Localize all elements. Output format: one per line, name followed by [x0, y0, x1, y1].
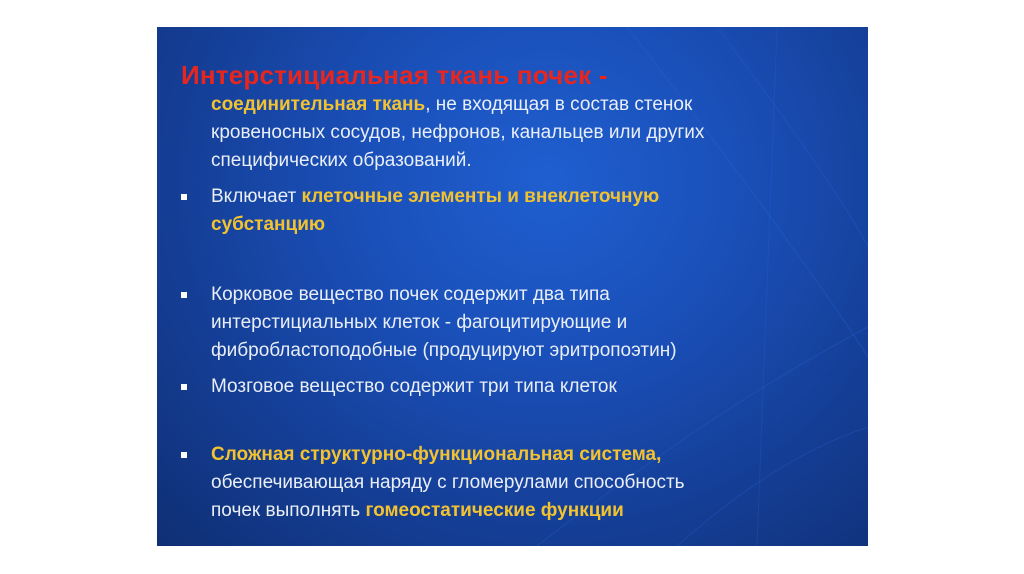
- bullet-highlight: гомеостатические функции: [365, 500, 624, 521]
- bullet-text: [211, 441, 851, 525]
- bullet-text: [211, 373, 851, 401]
- bullet-prefix: почек выполнять: [211, 500, 366, 521]
- bullet-line: [211, 183, 851, 211]
- intro-line-2: кровеносных сосудов, нефронов, канальцев или других: [211, 122, 705, 143]
- bullet-square-icon: [181, 384, 187, 390]
- intro-line-1-rest: , не входящая в состав стенок: [425, 94, 693, 115]
- bullet-line: обеспечивающая наряду с гломерулами способность: [211, 472, 685, 493]
- bullet-prefix: Включает: [211, 186, 302, 207]
- intro-highlight: соединительная ткань: [211, 94, 426, 115]
- bullet-highlight: Сложная структурно-функциональная система,: [211, 444, 662, 465]
- bullet-line: интерстициальных клеток - фагоцитирующие и: [211, 312, 628, 333]
- bullet-highlight-line-2: субстанцию: [211, 214, 326, 235]
- bullet-square-icon: [181, 292, 187, 298]
- intro-line-1: [211, 91, 861, 119]
- bullet-line: Корковое вещество почек содержит два типа: [211, 284, 610, 305]
- bullet-text: [211, 281, 851, 365]
- slide-title: Интерстициальная ткань почек -: [181, 60, 608, 90]
- bullet-line: фибробластоподобные (продуцируют эритропоэтин): [211, 340, 677, 361]
- presentation-slide: [157, 27, 868, 546]
- bullet-line: Мозговое вещество содержит три типа клеток: [211, 376, 617, 397]
- bullet-square-icon: [181, 194, 187, 200]
- bullet-square-icon: [181, 452, 187, 458]
- bullet-highlight: клеточные элементы и внеклеточную: [301, 186, 660, 207]
- bullet-line: [211, 497, 851, 525]
- intro-paragraph: [211, 91, 861, 175]
- bullet-text: [211, 183, 851, 239]
- intro-line-3: специфических образований.: [211, 150, 472, 171]
